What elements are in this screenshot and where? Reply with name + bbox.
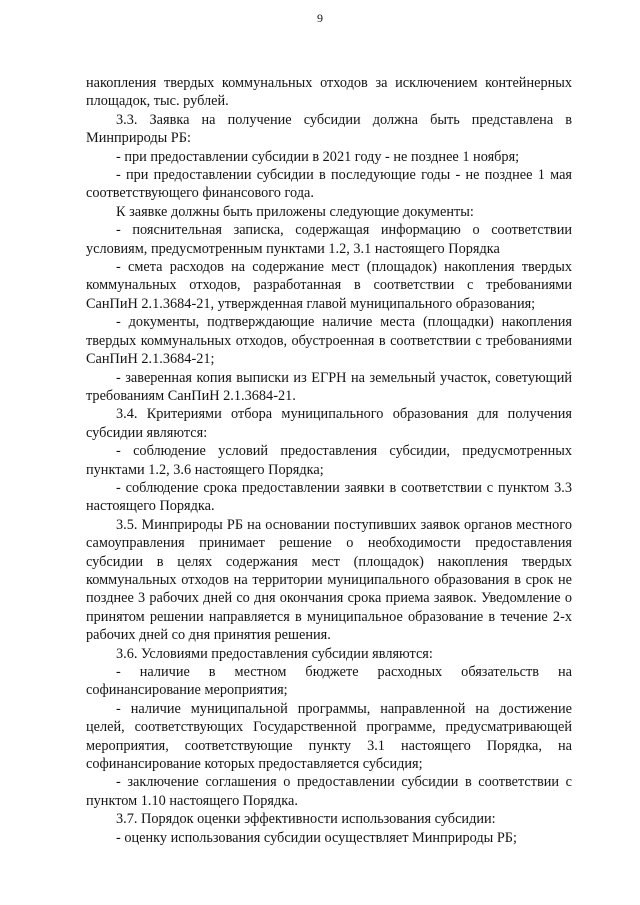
page-number: 9 xyxy=(317,11,323,25)
list-item-3-6-agreement: - заключение соглашения о предоставлении субсидии в соответствии с пунктом 1.10 настоящего Порядка. xyxy=(86,774,572,809)
paragraph-3-5: 3.5. Минприроды РБ на основании поступивших заявок органов местного самоуправления принимает решение о необходимости предоставления субсидии в целях содержания мест (площадок) накопления твердых коммунальных отходов на территории муниципального образования в срок не позднее 3 рабочих дней со дня окончания срока приема заявок. Уведомление о принятом решении направляется в муниципальное образование в течение 2-х рабочих дней со дня принятия решения. xyxy=(86,516,572,644)
list-item-3-4-deadline: - соблюдение срока предоставлении заявки в соответствии с пунктом 3.3 настоящего Порядка. xyxy=(86,479,572,515)
list-item-document-site-confirmation: - документы, подтверждающие наличие места (площадки) накопления твердых коммунальных отходов, обустроенная в соответствии с требованиями СанПиН 2.1.3684-21; xyxy=(86,314,572,368)
paragraph-continuation: накопления твердых коммунальных отходов за исключением контейнерных площадок, тыс. рублей. xyxy=(86,75,572,110)
list-item-3-7-evaluation: - оценку использования субсидии осуществляет Минприроды РБ; xyxy=(116,829,517,846)
list-item-document-cost-estimate: - смета расходов на содержание мест (площадок) накопления твердых коммунальных отходов, разработанная в соответствии с требованиями СанПиН 2.1.3684-21, утвержденная главой муниципального образования; xyxy=(86,259,572,312)
document-body xyxy=(86,74,572,847)
paragraph-documents-intro: К заявке должны быть приложены следующие документы: xyxy=(116,203,474,220)
list-item-3-6-program: - наличие муниципальной программы, направленной на достижение целей, соответствующих Государственной программе, предусматривающей мероприятия, соответствующие пункту 3.1 настоящего Порядка, на софинансирование которых предоставляется субсидия; xyxy=(86,700,572,773)
list-item-3-3-deadline-following-years: - при предоставлении субсидии в последующие годы - не позднее 1 мая соответствующего финансового года. xyxy=(86,167,572,202)
list-item-document-explanatory-note: - пояснительная записка, содержащая информацию о соответствии условиям, предусмотренным пунктами 1.2, 3.1 настоящего Порядка xyxy=(86,222,572,257)
paragraph-3-3: 3.3. Заявка на получение субсидии должна быть представлена в Минприроды РБ: xyxy=(86,111,572,147)
list-item-3-3-deadline-2021: - при предоставлении субсидии в 2021 году - не позднее 1 ноября; xyxy=(116,148,520,165)
paragraph-3-4: 3.4. Критериями отбора муниципального образования для получения субсидии являются: xyxy=(86,406,572,441)
list-item-3-4-conditions: - соблюдение условий предоставления субсидии, предусмотренных пунктами 1.2, 3.6 настоящего Порядка; xyxy=(86,443,572,478)
paragraph-3-7: 3.7. Порядок оценки эффективности использования субсидии: xyxy=(116,811,496,828)
list-item-document-egrn-extract: - заверенная копия выписки из ЕГРН на земельный участок, советующий требованиям СанПиН 2.1.3684-21. xyxy=(86,369,572,404)
paragraph-3-6: 3.6. Условиями предоставления субсидии являются: xyxy=(116,645,433,662)
list-item-3-6-budget: - наличие в местном бюджете расходных обязательств на софинансирование мероприятия; xyxy=(86,664,572,699)
